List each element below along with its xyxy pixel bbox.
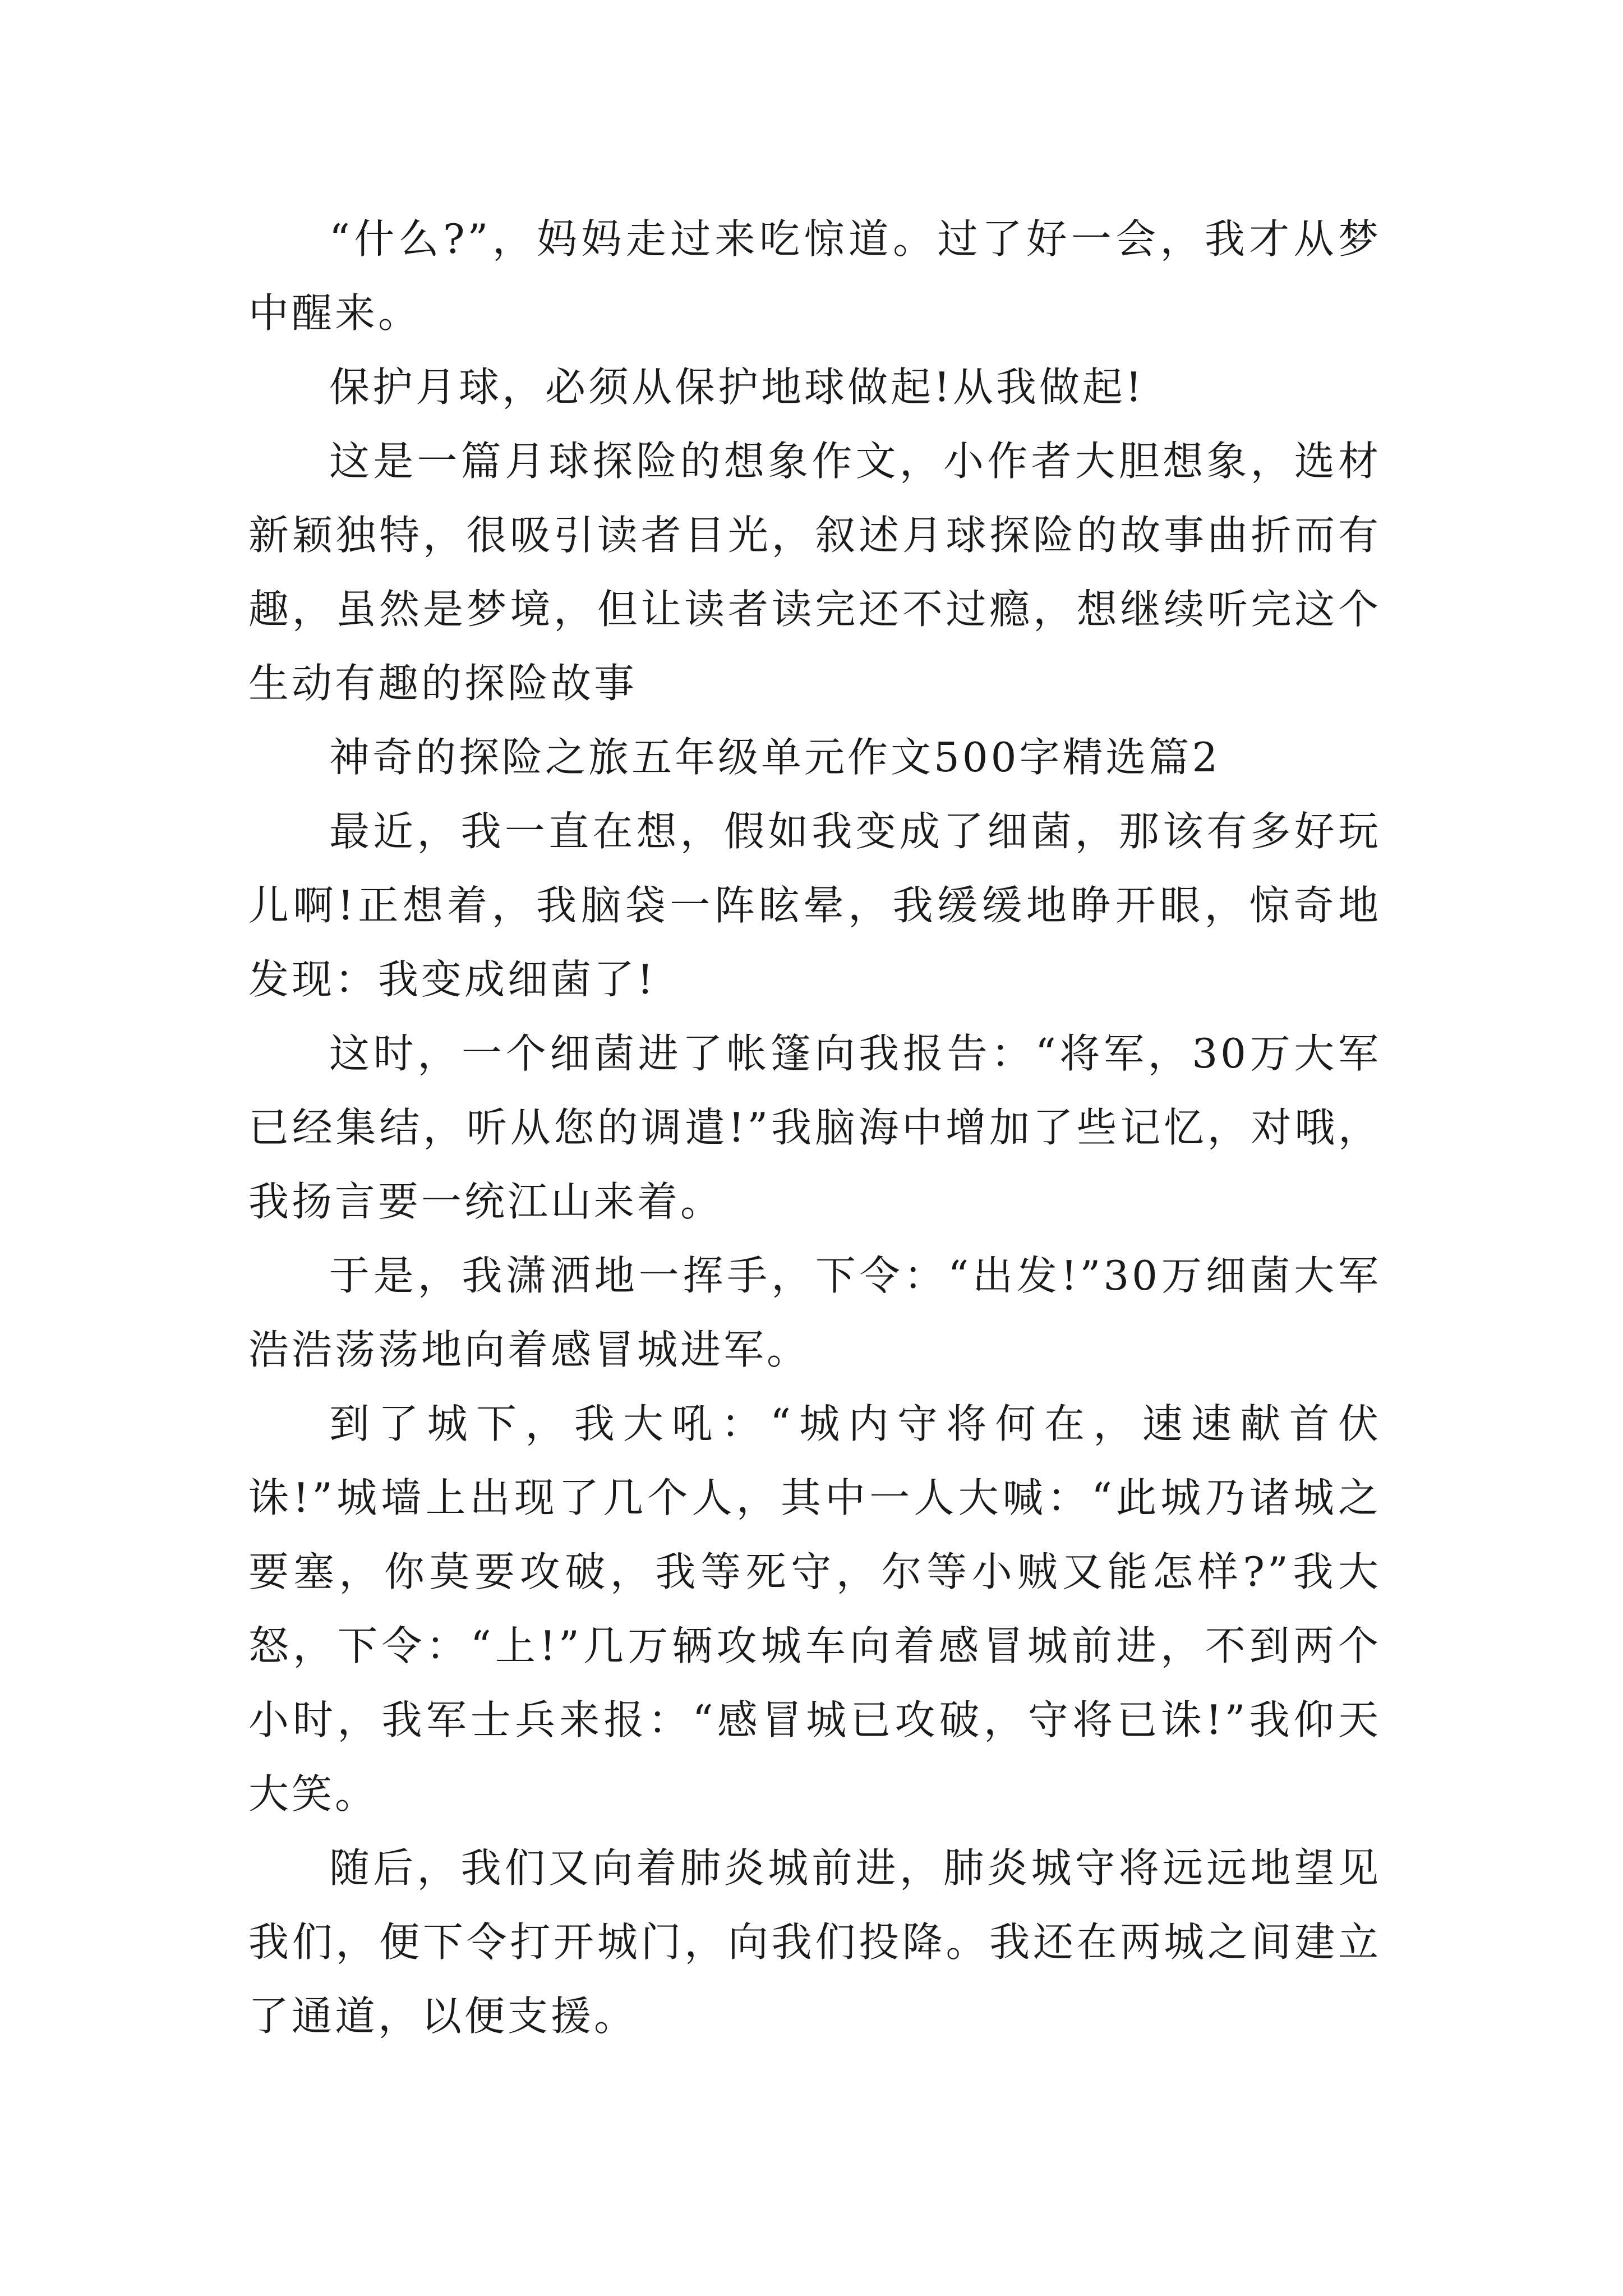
paragraph-1: “什么?”，妈妈走过来吃惊道。过了好一会，我才从梦中醒来。: [248, 215, 1381, 337]
paragraph-8: 到了城下，我大吼：“城内守将何在，速速献首伏诛!”城墙上出现了几个人，其中一人大喊：“此城乃诸城之要塞，你莫要攻破，我等死守，尔等小贼又能怎样?”我大怒，下令：“上!”几万辆攻城车向着感冒城前进，不到两个小时，我军士兵来报：“感冒城已攻破，守将已诛!”我仰天大笑。: [248, 1400, 1381, 1818]
paragraph-2: 保护月球，必须从保护地球做起!从我做起!: [329, 364, 1145, 411]
paragraph-6: 这时，一个细菌进了帐篷向我报告：“将军，30万大军已经集结，听从您的调遣!”我脑海中增加了些记忆，对哦，我扬言要一统江山来着。: [248, 1030, 1381, 1225]
paragraph-3: 这是一篇月球探险的想象作文，小作者大胆想象，选材新颖独特，很吸引读者目光，叙述月球探险的故事曲折而有趣，虽然是梦境，但让读者读完还不过瘾，想继续听完这个生动有趣的探险故事: [248, 438, 1381, 707]
paragraph-5: 最近，我一直在想，假如我变成了细菌，那该有多好玩儿啊!正想着，我脑袋一阵眩晕，我缓缓地睁开眼，惊奇地发现：我变成细菌了!: [248, 808, 1381, 1003]
paragraph-9: 随后，我们又向着肺炎城前进，肺炎城守将远远地望见我们，便下令打开城门，向我们投降。我还在两城之间建立了通道，以便支援。: [248, 1844, 1381, 2040]
document-body: [248, 202, 1381, 2053]
paragraph-7: 于是，我潇洒地一挥手，下令：“出发!”30万细菌大军浩浩荡荡地向着感冒城进军。: [248, 1252, 1381, 1373]
section-heading: 神奇的探险之旅五年级单元作文500字精选篇2: [329, 734, 1221, 781]
